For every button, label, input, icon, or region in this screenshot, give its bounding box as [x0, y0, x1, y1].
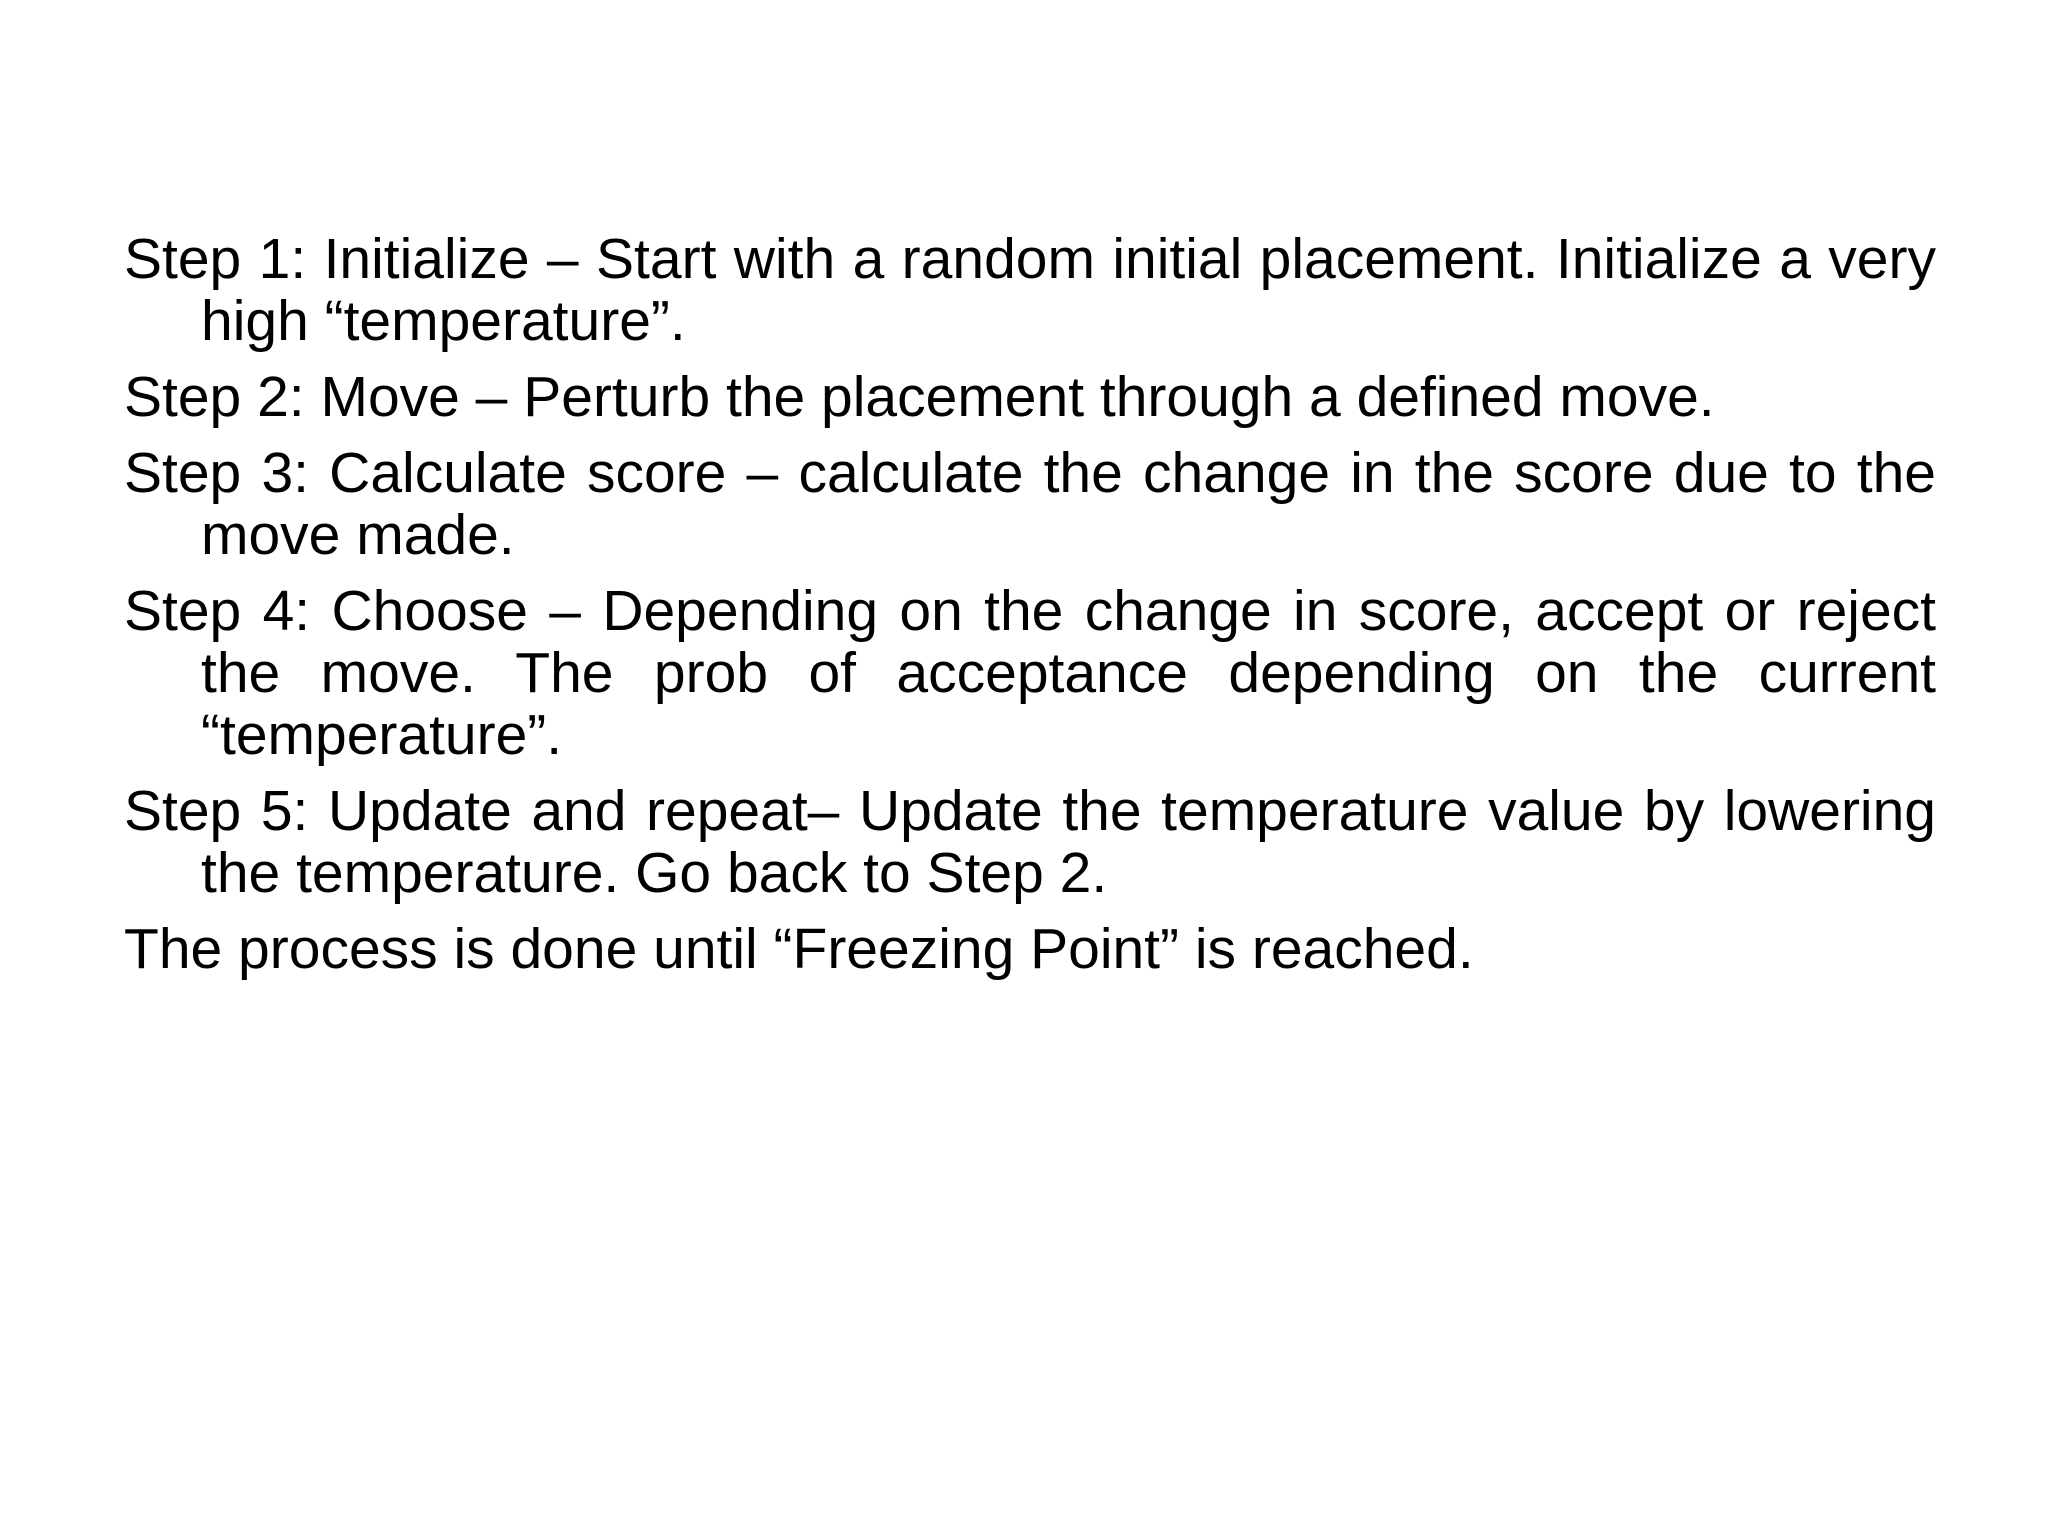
conclusion-text: The process is done until “Freezing Point” is reached. [124, 917, 1474, 981]
step-3-text: Step 3: Calculate score – calculate the change in the score due to the move made. [124, 441, 1936, 567]
step-4-text: Step 4: Choose – Depending on the change in score, accept or reject the move. The prob of acceptance depending on the current “temperature”. [124, 579, 1936, 767]
step-1-text: Step 1: Initialize – Start with a random initial placement. Initialize a very high “temperature”. [124, 227, 1936, 353]
slide-body [124, 228, 1936, 994]
step-5-text: Step 5: Update and repeat– Update the temperature value by lowering the temperature. Go back to Step 2. [124, 779, 1936, 905]
step-2-text: Step 2: Move – Perturb the placement through a defined move. [124, 365, 1715, 429]
